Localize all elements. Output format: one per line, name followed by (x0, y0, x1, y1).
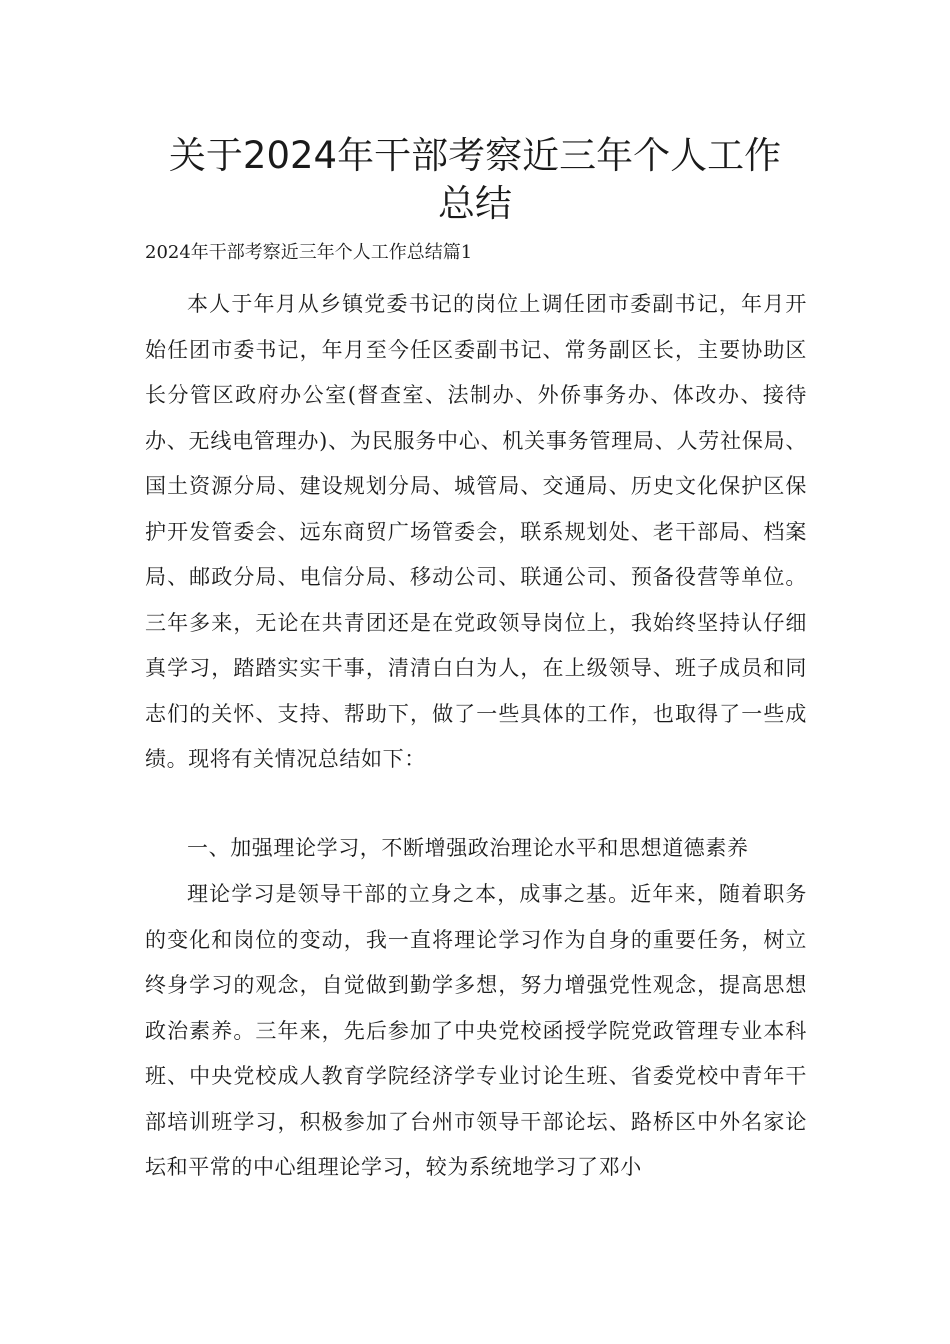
section-subheading: 2024年干部考察近三年个人工作总结篇1 (145, 242, 473, 263)
document-title-line-2: 总结 (438, 182, 512, 225)
document-title-line-1: 关于2024年干部考察近三年个人工作 (168, 134, 782, 177)
body-paragraph-1: 本人于年月从乡镇党委书记的岗位上调任团市委副书记，年月开始任团市委书记，年月至今任区委副书记、常务副区长，主要协助区长分管区政府办公室(督查室、法制办、外侨事务办、体改办、接待办、无线电管理办)、为民服务中心、机关事务管理局、人劳社保局、国土资源分局、建设规划分局、城管局、交通局、历史文化保护区保护开发管委会、远东商贸广场管委会，联系规划处、老干部局、档案局、邮政分局、电信分局、移动公司、联通公司、预备役营等单位。三年多来，无论在共青团还是在党政领导岗位上，我始终坚持认仔细真学习，踏踏实实干事，清清白白为人，在上级领导、班子成员和同志们的关怀、支持、帮助下，做了一些具体的工作，也取得了一些成绩。现将有关情况总结如下： (145, 292, 807, 771)
body-paragraph-2: 理论学习是领导干部的立身之本，成事之基。近年来，随着职务的变化和岗位的变动，我一直将理论学习作为自身的重要任务，树立终身学习的观念，自觉做到勤学多想，努力增强党性观念，提高思想政治素养。三年来，先后参加了中央党校函授学院党政管理专业本科班、中央党校成人教育学院经济学专业讨论生班、省委党校中青年干部培训班学习，积极参加了台州市领导干部论坛、路桥区中外名家论坛和平常的中心组理论学习，较为系统地学习了邓小 (145, 882, 807, 1179)
section-heading-1: 一、加强理论学习，不断增强政治理论水平和思想道德素养 (187, 836, 749, 860)
